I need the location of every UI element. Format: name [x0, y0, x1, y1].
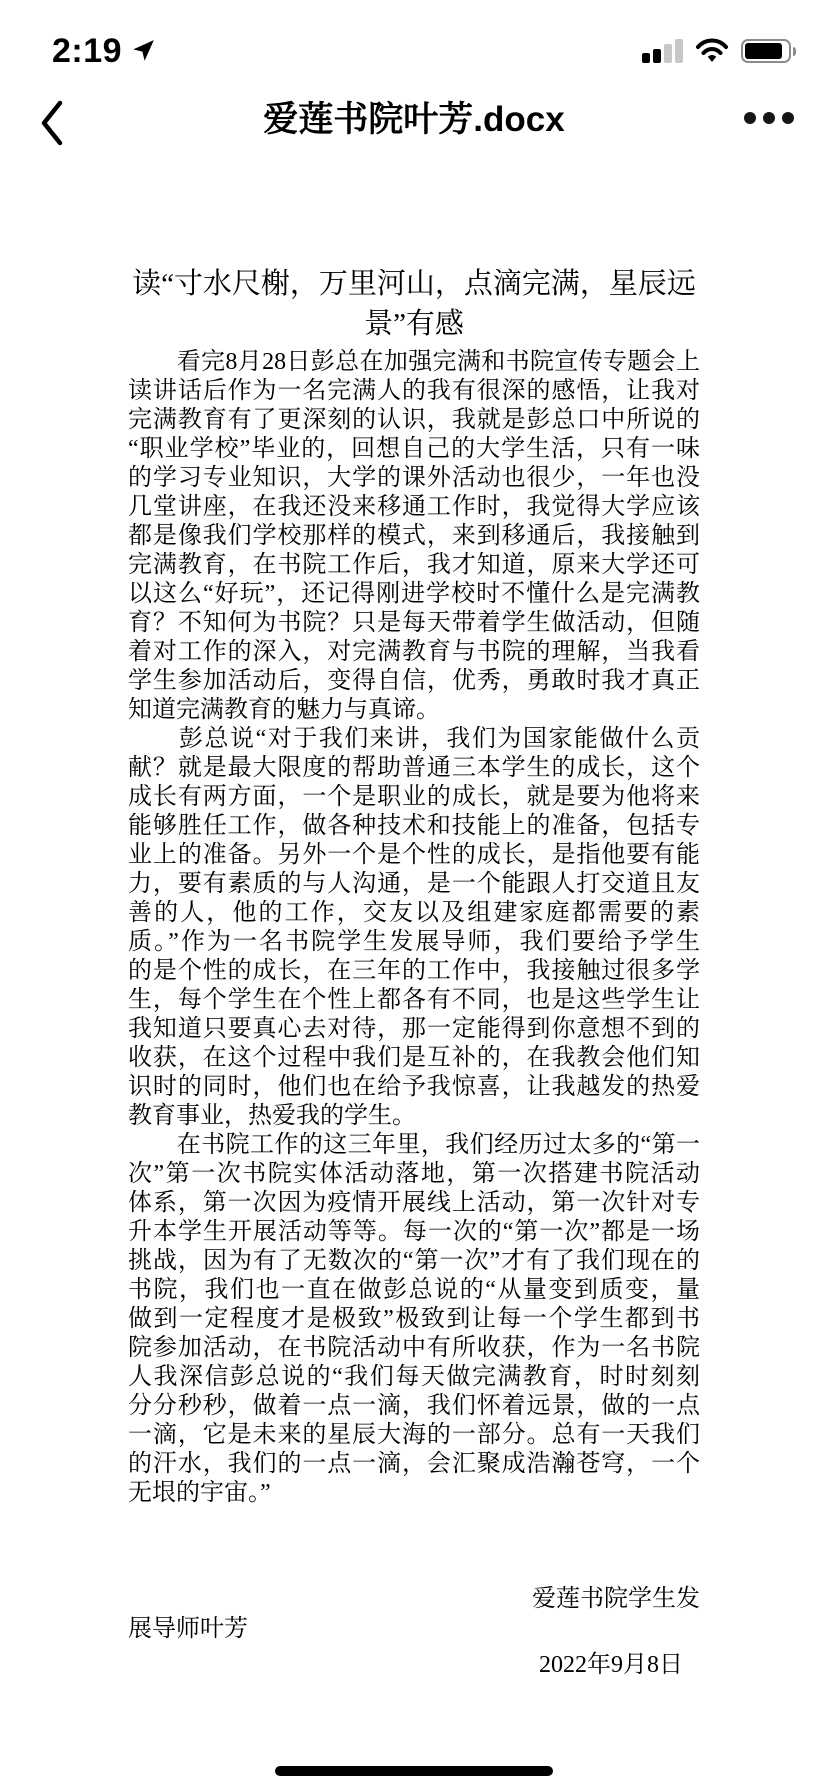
status-time: 2:19 [52, 31, 123, 70]
document-line: 生，每个学生在个性上都各有不同，也是这些学生让 [128, 987, 700, 1013]
signal-bar [675, 39, 683, 63]
battery-icon [741, 39, 796, 63]
cellular-signal-icon [642, 39, 683, 63]
document-line: 以这么“好玩”，还记得刚进学校时不懂什么是完满教 [128, 581, 700, 607]
document-line: 着对工作的深入，对完满教育与书院的理解，当我看 [128, 639, 700, 665]
document-line: 的汗水，我们的一点一滴，会汇聚成浩瀚苍穹，一个 [128, 1451, 700, 1477]
document-line: 读讲话后作为一名完满人的我有很深的感悟，让我对 [128, 378, 700, 404]
document-line: 分分秒秒，做着一点一滴，我们怀着远景，做的一点 [128, 1393, 700, 1419]
status-left [52, 32, 156, 71]
document-line: 我知道只要真心去对待，那一定能得到你意想不到的 [128, 1016, 700, 1042]
document-line: 次”第一次书院实体活动落地，第一次搭建书院活动 [128, 1161, 700, 1187]
document-line: 教育事业，热爱我的学生。 [128, 1103, 416, 1129]
document-line: 力，要有素质的与人沟通，是一个能跟人打交道且友 [128, 871, 700, 897]
document-line: 完满教育有了更深刻的认识，我就是彭总口中所说的 [128, 407, 700, 433]
document-line: 完满教育，在书院工作后，我才知道，原来大学还可 [128, 552, 700, 578]
document-line: 体系，第一次因为疫情开展线上活动，第一次针对专 [128, 1190, 700, 1216]
signature-block [128, 1584, 700, 1680]
document-line: 质。”作为一名书院学生发展导师，我们要给予学生 [128, 929, 700, 955]
ellipsis-icon [744, 112, 756, 124]
signature-line: 展导师叶芳 [128, 1616, 248, 1642]
document-line: 育？不知何为书院？只是每天带着学生做活动，但随 [128, 610, 700, 636]
document-line: 识时的同时，他们也在给予我惊喜，让我越发的热爱 [128, 1074, 700, 1100]
document-heading [128, 264, 700, 344]
chevron-left-icon [39, 136, 65, 151]
document-line: 善的人，他的工作，交友以及组建家庭都需要的素 [128, 900, 700, 926]
signal-bar [664, 44, 672, 63]
signature-date: 2022年9月8日 [539, 1652, 683, 1678]
status-right [642, 38, 796, 64]
document-line: 献？就是最大限度的帮助普通三本学生的成长，这个 [128, 755, 700, 781]
document-line: 收获，在这个过程中我们是互补的，在我教会他们知 [128, 1045, 700, 1071]
document-line: 人我深信彭总说的“我们每天做完满教育，时时刻刻 [128, 1364, 700, 1390]
wifi-icon [695, 38, 729, 64]
document-line: 彭总说“对于我们来讲，我们为国家能做什么贡 [128, 726, 700, 752]
document-line: 院参加活动，在书院活动中有所收获，作为一名书院 [128, 1335, 700, 1361]
document-line: 的学习专业知识，大学的课外活动也很少，一年也没 [128, 465, 700, 491]
document-line: 无垠的宇宙。” [128, 1480, 271, 1506]
document-line: 的是个性的成长，在三年的工作中，我接触过很多学 [128, 958, 700, 984]
more-button[interactable] [744, 106, 794, 130]
document-body [128, 348, 700, 1508]
back-button[interactable] [28, 96, 76, 152]
document-line: 都是像我们学校那样的模式，来到移通后，我接触到 [128, 523, 700, 549]
nav-bar [0, 88, 828, 160]
document-line: 看完8月28日彭总在加强完满和书院宣传专题会上 [128, 349, 700, 375]
document-line: 学生参加活动后，变得自信，优秀，勇敢时我才真正 [128, 668, 700, 694]
signature-line: 爱莲书院学生发 [532, 1586, 700, 1612]
ellipsis-icon [763, 112, 775, 124]
signal-bar [653, 49, 661, 63]
document-line: 业上的准备。另外一个是个性的成长，是指他要有能 [128, 842, 700, 868]
signal-bar [642, 53, 650, 63]
document-line: 知道完满教育的魅力与真谛。 [128, 697, 440, 723]
document-line: 升本学生开展活动等等。每一次的“第一次”都是一场 [128, 1219, 700, 1245]
document-line: 挑战，因为有了无数次的“第一次”才有了我们现在的 [128, 1248, 700, 1274]
document-line: 一滴，它是未来的星辰大海的一部分。总有一天我们 [128, 1422, 700, 1448]
document-line: 成长有两方面，一个是职业的成长，就是要为他将来 [128, 784, 700, 810]
ellipsis-icon [782, 112, 794, 124]
document-line: 能够胜任工作，做各种技术和技能上的准备，包括专 [128, 813, 700, 839]
document-line: 几堂讲座，在我还没来移通工作时，我觉得大学应该 [128, 494, 700, 520]
document-line: 在书院工作的这三年里，我们经历过太多的“第一 [128, 1132, 700, 1158]
location-arrow-icon [130, 38, 156, 64]
heading-line: 景”有感 [364, 308, 464, 340]
document-line: 做到一定程度才是极致”极致到让每一个学生都到书 [128, 1306, 700, 1332]
document-line: “职业学校”毕业的，回想自己的大学生活，只有一味 [128, 436, 700, 462]
document-page [128, 160, 700, 1680]
document-title: 爱莲书院叶芳.docx [263, 100, 565, 139]
document-line: 书院，我们也一直在做彭总说的“从量变到质变，量 [128, 1277, 700, 1303]
status-bar [0, 0, 828, 88]
home-indicator[interactable] [275, 1766, 553, 1776]
heading-line: 读“寸水尺榭，万里河山，点滴完满，星辰远 [132, 268, 696, 300]
